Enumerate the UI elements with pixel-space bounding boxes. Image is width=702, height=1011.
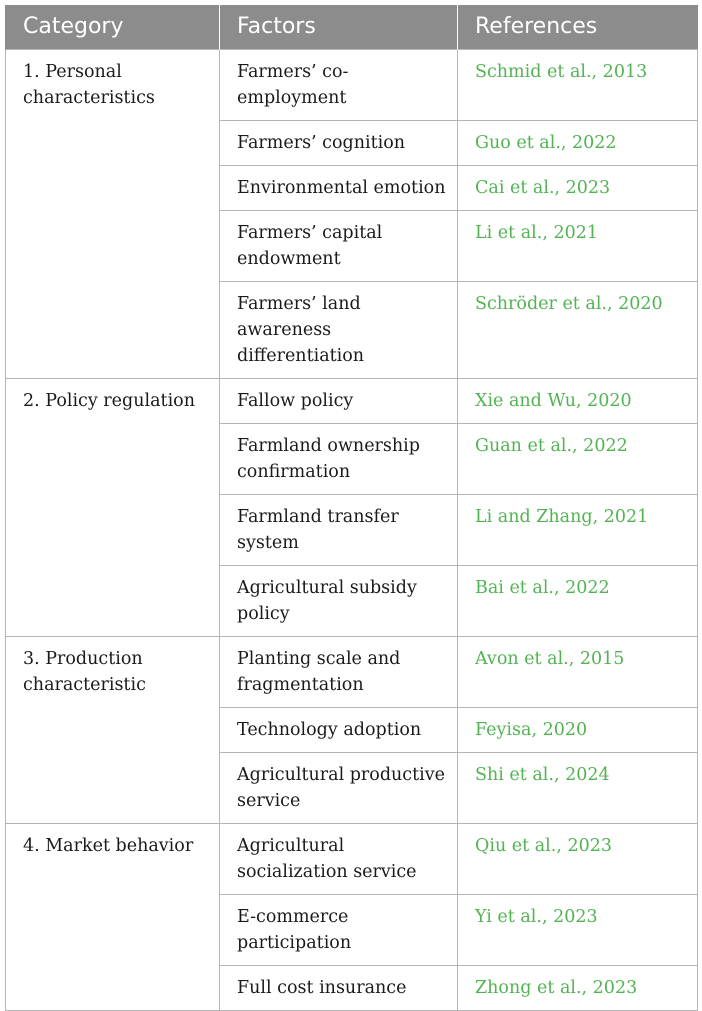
reference-link[interactable]: Guo et al., 2022 [458, 121, 698, 166]
category-cell: 2. Policy regulation [6, 379, 220, 637]
reference-link[interactable]: Yi et al., 2023 [458, 895, 698, 966]
factor-cell: Farmers’ capital endowment [220, 211, 458, 282]
factor-cell: Farmers’ cognition [220, 121, 458, 166]
factor-cell: Agricultural productive service [220, 753, 458, 824]
reference-link[interactable]: Cai et al., 2023 [458, 166, 698, 211]
reference-link[interactable]: Li and Zhang, 2021 [458, 495, 698, 566]
factor-cell: Farmers’ land awareness differentiation [220, 282, 458, 379]
reference-link[interactable]: Xie and Wu, 2020 [458, 379, 698, 424]
factor-cell: Farmland transfer system [220, 495, 458, 566]
table-row [6, 637, 698, 708]
reference-link[interactable]: Shi et al., 2024 [458, 753, 698, 824]
header-references: References [458, 5, 698, 50]
factors-table [5, 5, 698, 1011]
reference-link[interactable]: Zhong et al., 2023 [458, 966, 698, 1011]
table-row [6, 50, 698, 121]
factor-cell: Agricultural socialization service [220, 824, 458, 895]
factor-cell: Technology adoption [220, 708, 458, 753]
reference-link[interactable]: Qiu et al., 2023 [458, 824, 698, 895]
header-category: Category [6, 5, 220, 50]
reference-link[interactable]: Feyisa, 2020 [458, 708, 698, 753]
reference-link[interactable]: Schmid et al., 2013 [458, 50, 698, 121]
factor-cell: Agricultural subsidy policy [220, 566, 458, 637]
factor-cell: E-commerce participation [220, 895, 458, 966]
factor-cell: Full cost insurance [220, 966, 458, 1011]
reference-link[interactable]: Li et al., 2021 [458, 211, 698, 282]
reference-link[interactable]: Guan et al., 2022 [458, 424, 698, 495]
reference-link[interactable]: Bai et al., 2022 [458, 566, 698, 637]
factor-cell: Fallow policy [220, 379, 458, 424]
factor-cell: Farmers’ co-employment [220, 50, 458, 121]
table-row [6, 824, 698, 895]
category-cell: 1. Personal characteristics [6, 50, 220, 379]
header-factors: Factors [220, 5, 458, 50]
factor-cell: Planting scale and fragmentation [220, 637, 458, 708]
reference-link[interactable]: Schröder et al., 2020 [458, 282, 698, 379]
table-row [6, 379, 698, 424]
category-cell: 3. Production characteristic [6, 637, 220, 824]
factor-cell: Farmland ownership confirmation [220, 424, 458, 495]
factor-cell: Environmental emotion [220, 166, 458, 211]
header-row [6, 5, 698, 50]
category-cell: 4. Market behavior [6, 824, 220, 1011]
reference-link[interactable]: Avon et al., 2015 [458, 637, 698, 708]
